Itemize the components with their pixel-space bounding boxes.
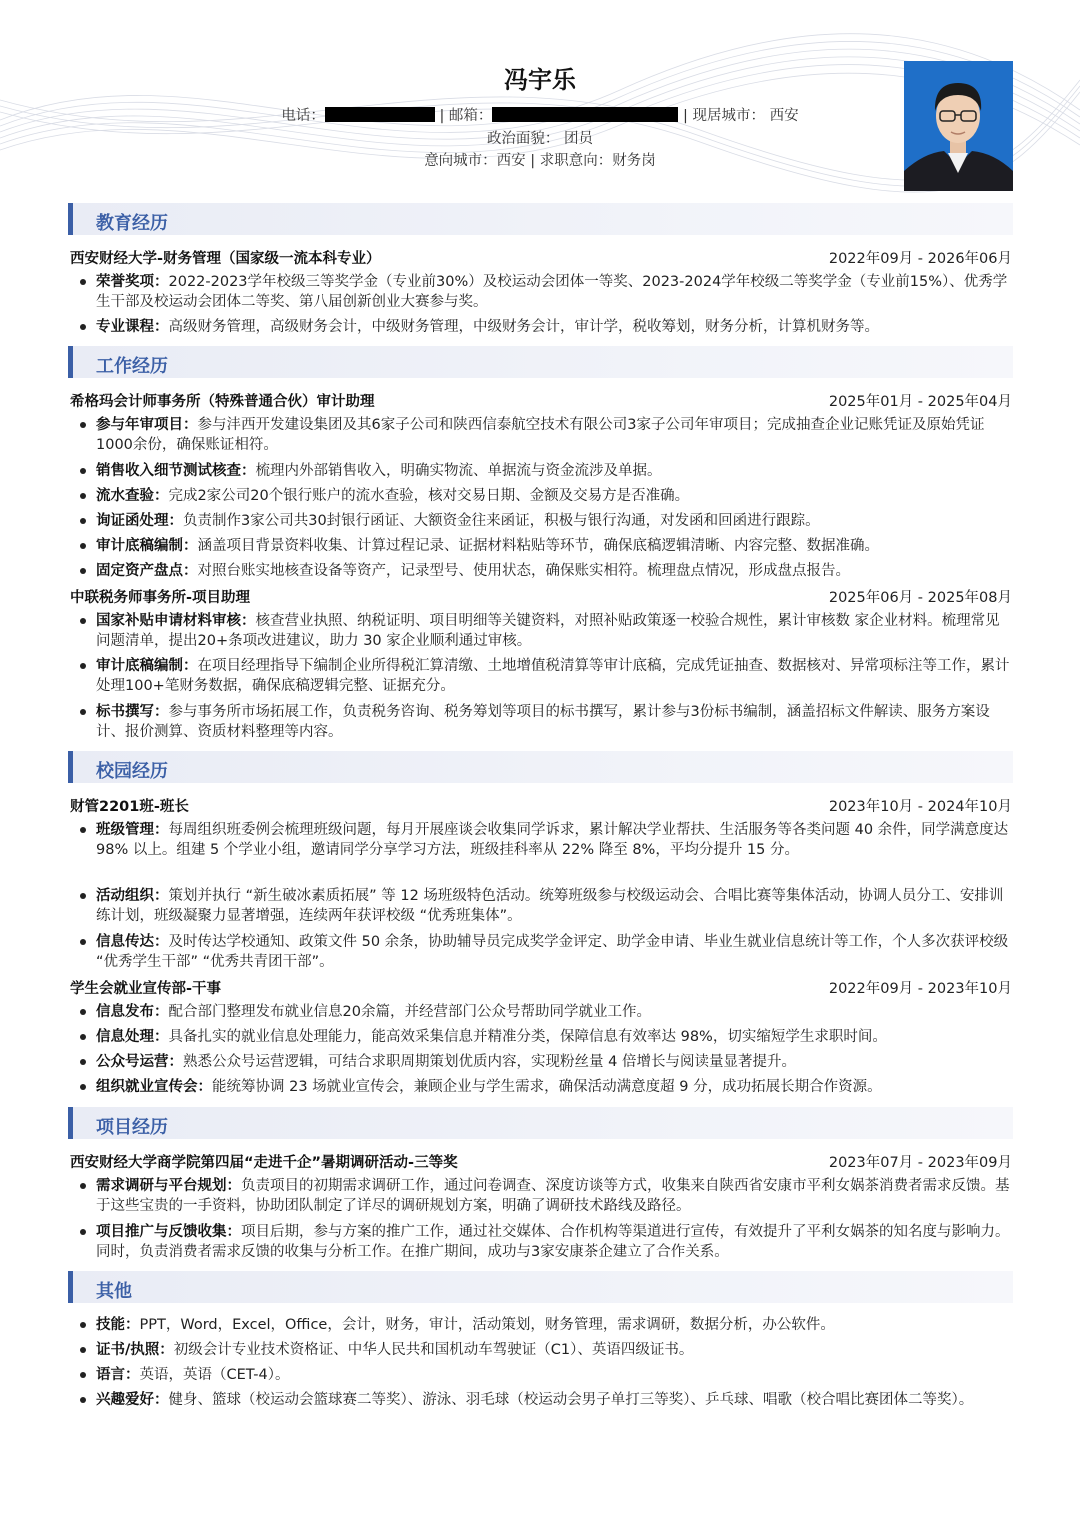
email-redaction — [492, 107, 678, 122]
section-title: 工作经历 — [96, 356, 168, 377]
work-entry-2 — [70, 586, 1012, 607]
section-title: 教育经历 — [96, 213, 168, 234]
section-title: 校园经历 — [96, 761, 168, 782]
list-item: 审计底稿编制：在项目经理指导下编制企业所得税汇算清缴、土地增值税清算等审计底稿，完成凭证抽查、数据核对、异常项标注等工作，累计处理100+笔财务数据，确保底稿逻辑完整、证据充分。 — [80, 656, 1010, 696]
intent-line: 意向城市：西安 | 求职意向：财务岗 — [424, 153, 656, 169]
section-campus — [68, 751, 1013, 783]
section-other — [68, 1271, 1013, 1303]
list-item: 语言：英语，英语（CET-4）。 — [80, 1365, 1010, 1385]
list-item: 需求调研与平台规划：负责项目的初期需求调研工作，通过问卷调查、深度访谈等方式，收集来自陕西省安康市平利女娲茶消费者需求反馈。基于这些宝贵的一手资料，协助团队制定了详尽的调研规划方案，明确了调研技术路线及路径。 — [80, 1176, 1010, 1216]
list-item: 审计底稿编制：涵盖项目背景资料收集、计算过程记录、证据材料粘贴等环节，确保底稿逻辑清晰、内容完整、数据准确。 — [80, 536, 1010, 556]
section-education — [68, 203, 1013, 235]
list-item: 兴趣爱好：健身、篮球（校运动会篮球赛二等奖）、游泳、羽毛球（校运动会男子单打三等奖）、乒乓球、唱歌（校合唱比赛团体二等奖）。 — [80, 1390, 1010, 1410]
list-item: 项目推广与反馈收集：项目后期，参与方案的推广工作，通过社交媒体、合作机构等渠道进行宣传，有效提升了平利女娲茶的知名度与影响力。同时，负责消费者需求反馈的收集与分析工作。在推广期间，成功与3家安康茶企建立了合作关系。 — [80, 1222, 1010, 1262]
entry-title: 西安财经大学商学院第四届“走进千企”暑期调研活动-三等奖 — [70, 1155, 458, 1171]
campus-entry-1 — [70, 795, 1012, 816]
portrait-photo — [904, 61, 1013, 191]
list-item: 信息发布：配合部门整理发布就业信息20余篇，并经营部门公众号帮助同学就业工作。 — [80, 1002, 1010, 1022]
list-item: 销售收入细节测试核查：梳理内外部销售收入，明确实物流、单据流与资金流涉及单据。 — [80, 461, 1010, 481]
list-item: 询证函处理：负责制作3家公司共30封银行函证、大额资金往来函证，积极与银行沟通，对发函和回函进行跟踪。 — [80, 511, 1010, 531]
city-label: | 现居城市： 西安 — [683, 108, 799, 124]
campus-entry-2 — [70, 977, 1012, 998]
entry-date: 2022年09月 - 2023年10月 — [828, 981, 1012, 997]
list-item: 活动组织：策划并执行 “新生破冰素质拓展” 等 12 场班级特色活动。统筹班级参与校级运动会、合唱比赛等集体活动，协调人员分工、安排训练计划，班级凝聚力显著增强，连续两年获评校级 “优秀班集体”。 — [80, 886, 1010, 926]
list-item: 固定资产盘点：对照台账实地核查设备等资产，记录型号、使用状态，确保账实相符。梳理盘点情况，形成盘点报告。 — [80, 561, 1010, 581]
entry-date: 2025年01月 - 2025年04月 — [828, 394, 1012, 410]
list-item: 专业课程：高级财务管理，高级财务会计，中级财务管理，中级财务会计，审计学，税收筹划，财务分析，计算机财务等。 — [80, 317, 1010, 337]
section-work — [68, 346, 1013, 378]
section-project — [68, 1107, 1013, 1139]
list-item: 技能：PPT，Word，Excel，Office，会计，财务，审计，活动策划，财务管理，需求调研，数据分析，办公软件。 — [80, 1315, 1010, 1335]
entry-title: 希格玛会计师事务所（特殊普通合伙）审计助理 — [70, 394, 375, 410]
entry-title: 中联税务师事务所-项目助理 — [70, 590, 251, 606]
education-entry — [70, 247, 1012, 268]
list-item: 组织就业宣传会：能统筹协调 23 场就业宣传会，兼顾企业与学生需求，确保活动满意度超 9 分，成功拓展长期合作资源。 — [80, 1077, 1010, 1097]
candidate-name: 冯宇乐 — [504, 66, 576, 94]
list-item: 流水查验：完成2家公司20个银行账户的流水查验，核对交易日期、金额及交易方是否准确。 — [80, 486, 1010, 506]
list-item: 国家补贴申请材料审核：核查营业执照、纳税证明、项目明细等关键资料，对照补贴政策逐一校验合规性，累计审核数 家企业材料。梳理常见问题清单，提出20+条项改进建议，助力 30 家企业顺利通过审核。 — [80, 611, 1010, 651]
list-item: 参与年审项目：参与沣西开发建设集团及其6家子公司和陕西信泰航空技术有限公司3家子公司年审项目；完成抽查企业记账凭证及原始凭证1000余份，确保账证相符。 — [80, 415, 1010, 455]
entry-date: 2023年10月 - 2024年10月 — [828, 799, 1012, 815]
politics-line: 政治面貌： 团员 — [486, 131, 594, 147]
email-label: | 邮箱： — [439, 108, 493, 124]
entry-date: 2023年07月 - 2023年09月 — [828, 1155, 1012, 1171]
phone-label: 电话： — [281, 108, 325, 124]
section-title: 其他 — [96, 1281, 132, 1302]
list-item: 信息传达：及时传达学校通知、政策文件 50 余条，协助辅导员完成奖学金评定、助学金申请、毕业生就业信息统计等工作，个人多次获评校级 “优秀学生干部” “优秀共青团干部”。 — [80, 932, 1010, 972]
phone-redaction — [325, 107, 435, 122]
project-entry — [70, 1151, 1012, 1172]
list-item: 证书/执照：初级会计专业技术资格证、中华人民共和国机动车驾驶证（C1）、英语四级证书。 — [80, 1340, 1010, 1360]
entry-title: 学生会就业宣传部-干事 — [70, 981, 222, 997]
section-title: 项目经历 — [96, 1117, 168, 1138]
list-item: 标书撰写：参与事务所市场拓展工作，负责税务咨询、税务筹划等项目的标书撰写，累计参与3份标书编制，涵盖招标文件解读、服务方案设计、报价测算、资质材料整理等内容。 — [80, 702, 1010, 742]
list-item: 公众号运营：熟悉公众号运营逻辑，可结合求职周期策划优质内容，实现粉丝量 4 倍增长与阅读量显著提升。 — [80, 1052, 1010, 1072]
work-entry-1 — [70, 390, 1012, 411]
entry-date: 2022年09月 - 2026年06月 — [828, 251, 1012, 267]
list-item: 荣誉奖项：2022-2023学年校级三等奖学金（专业前30%）及校运动会团体一等奖、2023-2024学年校级二等奖学金（专业前15%）、优秀学生干部及校运动会团体二等奖、第八届创新创业大赛参与奖。 — [80, 272, 1010, 312]
list-item: 班级管理：每周组织班委例会梳理班级问题，每月开展座谈会收集同学诉求，累计解决学业帮扶、生活服务等各类问题 40 余件，同学满意度达 98% 以上。组建 5 个学业小组，邀请同学分享学习方法，班级挂科率从 22% 降至 8%，平均分提升 15 分。 — [80, 820, 1010, 860]
entry-title: 财管2201班-班长 — [70, 799, 189, 815]
list-item: 信息处理：具备扎实的就业信息处理能力，能高效采集信息并精准分类，保障信息有效率达 98%，切实缩短学生求职时间。 — [80, 1027, 1010, 1047]
entry-title: 西安财经大学-财务管理（国家级一流本科专业） — [70, 251, 381, 267]
entry-date: 2025年06月 - 2025年08月 — [828, 590, 1012, 606]
